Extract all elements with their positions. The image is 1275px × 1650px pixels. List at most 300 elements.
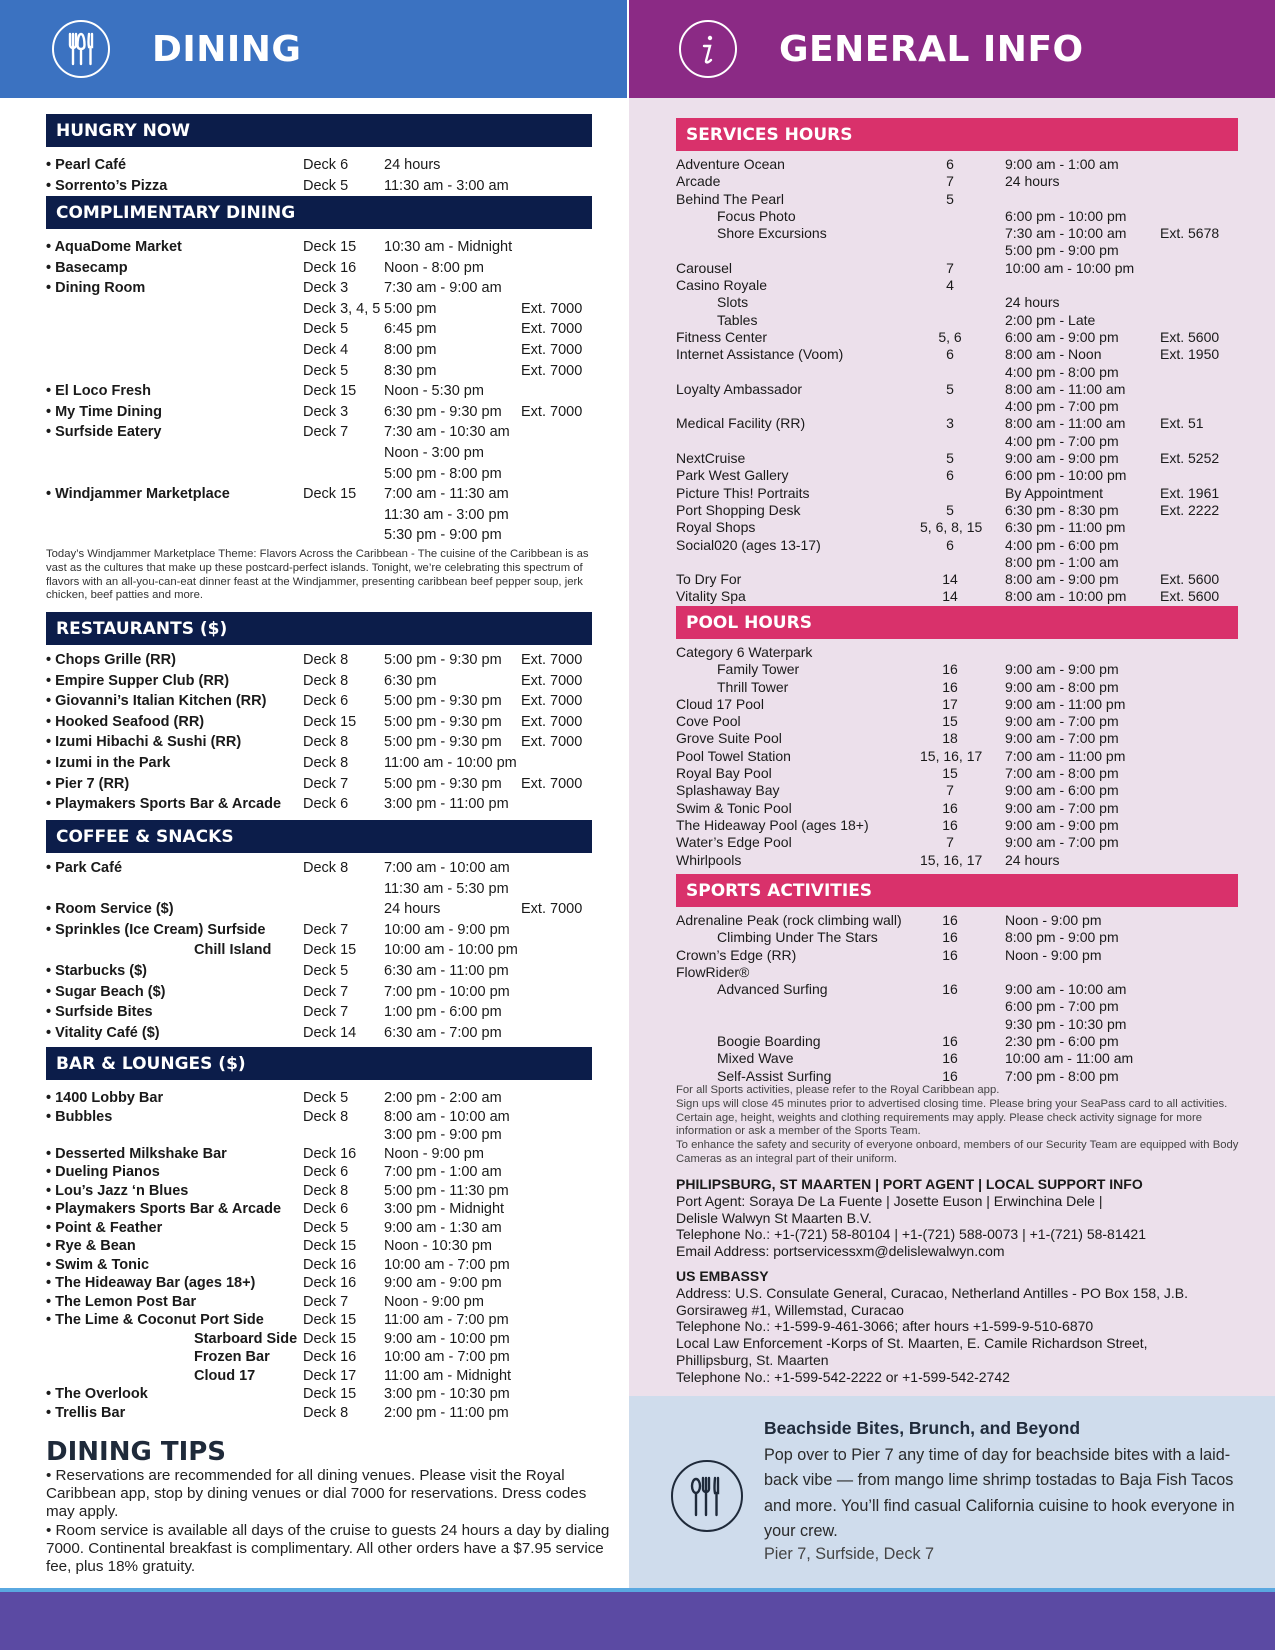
- promo-location: Pier 7, Surfside, Deck 7: [764, 1545, 935, 1563]
- schedule-hours: 6:00 pm - 7:00 pm: [1005, 998, 1119, 1015]
- schedule-name: Social020 (ages 13-17): [676, 536, 821, 553]
- venue-deck: Deck 8: [303, 734, 349, 751]
- venue-hours: 3:00 pm - 10:30 pm: [384, 1386, 510, 1402]
- venue-ext: Ext. 7000: [521, 362, 583, 379]
- sports-note: For all Sports activities, please refer to the Royal Caribbean app. Sign ups will close 45 minutes prior to advertised closing time. Please bring your SeaPass card to all activities. Certain age, height, weights and clothing requirements may apply. Please check activity signage for more information or ask a member of the Sports Team. To enhance the safety and security of everyone onboard, members of our Security Team are equipped with Body Cameras as an integral part of their uniform.: [676, 1084, 1239, 1165]
- schedule-deck: 7: [946, 834, 954, 851]
- schedule-name: Port Shopping Desk: [676, 501, 801, 518]
- embassy-line: Telephone No.: +1-599-542-2222 or +1-599-542-2742: [676, 1368, 1010, 1385]
- venue-hours: 3:00 pm - Midnight: [384, 1201, 505, 1217]
- schedule-deck: 6: [946, 536, 954, 553]
- schedule-deck: 6: [946, 156, 954, 172]
- section-bar-complimentary-dining: COMPLIMENTARY DINING: [46, 196, 592, 229]
- schedule-hours: 9:00 am - 8:00 pm: [1005, 678, 1119, 695]
- schedule-deck: 7: [946, 782, 954, 799]
- schedule-deck: 14: [942, 588, 958, 605]
- venue-deck: Deck 7: [303, 424, 349, 441]
- dining-tip: • Room service is available all days of the cruise to guests 24 hours a day by dialing 7000. Continental breakfast is complimentary. All other orders have a $7.95 service fee, plus 18% gratuity.: [46, 1521, 610, 1576]
- venue-venue: • Trellis Bar: [46, 1404, 126, 1421]
- venue-deck: Deck 7: [303, 1004, 349, 1021]
- venue-ext: Ext. 7000: [521, 693, 583, 710]
- venue-venue: • The Lemon Post Bar: [46, 1293, 197, 1310]
- port-agent-line: Port Agent: Soraya De La Fuente | Josette Euson | Erwinchina Dele |: [676, 1192, 1103, 1209]
- venue-hours: 10:00 am - 7:00 pm: [384, 1256, 510, 1273]
- venue-hours: 6:45 pm: [384, 321, 437, 338]
- schedule-hours: 2:30 pm - 6:00 pm: [1005, 1033, 1119, 1050]
- schedule-hours: 9:00 am - 7:00 pm: [1005, 730, 1119, 747]
- schedule-deck: 3: [946, 415, 954, 432]
- venue-hours: 9:00 am - 9:00 pm: [384, 1275, 502, 1291]
- venue-hours: 8:30 pm: [384, 362, 437, 379]
- venue-hours: 7:00 pm - 1:00 am: [384, 1164, 502, 1180]
- venue-venue: • Sorrento’s Pizza: [46, 177, 168, 194]
- venue-deck: Deck 15: [303, 383, 357, 400]
- venue-venue: • Playmakers Sports Bar & Arcade: [46, 1201, 282, 1217]
- venue-venue: • El Loco Fresh: [46, 383, 151, 400]
- schedule-hours: 9:00 am - 7:00 pm: [1005, 713, 1119, 730]
- schedule-hours: 9:00 am - 7:00 pm: [1005, 834, 1119, 851]
- dining-tip: • Reservations are recommended for all dining venues. Please visit the Royal Caribbean app, stop by dining venues or dial 7000 for reservations. Dress codes may apply.: [46, 1467, 587, 1521]
- schedule-hours: 9:00 am - 11:00 pm: [1005, 695, 1126, 712]
- venue-venue: • Chops Grille (RR): [46, 652, 176, 668]
- venue-hours: 24 hours: [384, 157, 441, 173]
- schedule-hours: 9:00 am - 9:00 pm: [1005, 450, 1119, 467]
- venue-hours: 24 hours: [384, 901, 441, 918]
- schedule-hours: 8:00 am - 11:00 am: [1005, 380, 1126, 397]
- schedule-hours: 8:00 am - 11:00 am: [1005, 415, 1126, 432]
- schedule-name: Swim & Tonic Pool: [676, 799, 792, 816]
- venue-venue: • Swim & Tonic: [46, 1256, 150, 1273]
- schedule-deck: 4: [946, 277, 954, 294]
- venue-ext: Ext. 7000: [521, 672, 583, 689]
- schedule-ext: Ext. 1950: [1160, 346, 1220, 363]
- venue-hours: 5:00 pm - 11:30 pm: [384, 1182, 509, 1199]
- venue-hours: 6:30 am - 11:00 pm: [384, 962, 509, 979]
- schedule-name: Advanced Surfing: [717, 981, 828, 998]
- schedule-name: Mixed Wave: [717, 1050, 794, 1067]
- schedule-name: Climbing Under The Stars: [717, 929, 878, 946]
- venue-deck: Deck 15: [303, 1312, 357, 1328]
- venue-deck: Deck 5: [303, 177, 349, 194]
- venue-deck: Deck 8: [303, 754, 349, 771]
- schedule-deck: 14: [942, 571, 958, 588]
- schedule-name: Royal Bay Pool: [676, 765, 772, 782]
- venue-venue: Cloud 17: [194, 1367, 256, 1384]
- venue-hours: Noon - 5:30 pm: [384, 383, 484, 400]
- venue-hours: Noon - 9:00 pm: [384, 1145, 484, 1162]
- schedule-hours: 9:00 am - 10:00 am: [1005, 981, 1127, 998]
- venue-hours: 10:00 am - 7:00 pm: [384, 1349, 510, 1365]
- schedule-deck: 16: [942, 981, 958, 998]
- schedule-name: Park West Gallery: [676, 467, 789, 484]
- venue-deck: Deck 8: [303, 1108, 349, 1125]
- venue-deck: Deck 15: [303, 239, 357, 255]
- venue-hours: 7:30 am - 10:30 am: [384, 424, 510, 441]
- venue-venue: • 1400 Lobby Bar: [46, 1090, 164, 1106]
- schedule-deck: 6: [946, 467, 954, 484]
- schedule-hours: Noon - 9:00 pm: [1005, 912, 1102, 928]
- schedule-deck: 16: [942, 912, 958, 928]
- venue-hours: 3:00 pm - 9:00 pm: [384, 1127, 502, 1143]
- venue-venue: • Surfside Bites: [46, 1004, 153, 1021]
- general-info-title: GENERAL INFO: [779, 28, 1084, 70]
- schedule-hours: 8:00 pm - 1:00 am: [1005, 553, 1119, 570]
- venue-ext: Ext. 7000: [521, 713, 583, 730]
- schedule-hours: 9:00 am - 7:00 pm: [1005, 799, 1119, 816]
- schedule-name: Shore Excursions: [717, 225, 827, 242]
- venue-deck: Deck 7: [303, 1293, 349, 1310]
- venue-venue: • Playmakers Sports Bar & Arcade: [46, 796, 282, 813]
- venue-deck: Deck 6: [303, 1201, 349, 1217]
- schedule-name: Behind The Pearl: [676, 190, 784, 207]
- section-bar-services-hours: SERVICES HOURS: [676, 118, 1238, 151]
- schedule-name: Whirlpools: [676, 851, 742, 868]
- schedule-hours: 24 hours: [1005, 294, 1060, 311]
- schedule-deck: 16: [942, 661, 958, 678]
- schedule-hours: 2:00 pm - Late: [1005, 311, 1096, 328]
- schedule-deck: 5: [946, 190, 954, 207]
- schedule-name: Medical Facility (RR): [676, 415, 806, 432]
- schedule-name: Splashaway Bay: [676, 782, 780, 799]
- section-bar-coffee-snacks: COFFEE & SNACKS: [46, 820, 592, 853]
- section-bar-restaurants: RESTAURANTS ($): [46, 612, 592, 645]
- venue-hours: 5:00 pm - 9:30 pm: [384, 713, 502, 730]
- schedule-name: Pool Towel Station: [676, 747, 791, 764]
- venue-deck: Deck 16: [303, 1145, 357, 1162]
- venue-deck: Deck 5: [303, 962, 349, 979]
- schedule-hours: 6:00 pm - 10:00 pm: [1005, 207, 1127, 224]
- venue-venue: • Vitality Café ($): [46, 1024, 160, 1041]
- utensils-icon: [52, 20, 110, 78]
- embassy-line: Gorsiraweg #1, Willemstad, Curacao: [676, 1301, 904, 1318]
- venue-deck: Deck 15: [303, 1330, 357, 1347]
- venue-venue: • The Hideaway Bar (ages 18+): [46, 1275, 256, 1291]
- schedule-hours: 8:00 pm - 9:00 pm: [1005, 929, 1119, 946]
- venue-deck: Deck 15: [303, 1238, 357, 1254]
- venue-hours: 7:00 am - 11:30 am: [384, 486, 509, 503]
- schedule-deck: 15, 16, 17: [920, 747, 983, 764]
- schedule-name: Vitality Spa: [676, 588, 746, 605]
- schedule-hours: 6:30 pm - 11:00 pm: [1005, 519, 1126, 536]
- venue-deck: Deck 8: [303, 672, 349, 689]
- schedule-hours: 9:00 am - 9:00 pm: [1005, 816, 1119, 833]
- venue-deck: Deck 16: [303, 1256, 357, 1273]
- schedule-hours: 8:00 am - Noon: [1005, 346, 1102, 363]
- venue-deck: Deck 7: [303, 775, 349, 792]
- venue-deck: Deck 5: [303, 1090, 349, 1106]
- venue-deck: Deck 15: [303, 713, 357, 730]
- schedule-hours: 4:00 pm - 8:00 pm: [1005, 363, 1119, 380]
- venue-deck: Deck 4: [303, 341, 349, 358]
- venue-hours: Noon - 10:30 pm: [384, 1238, 493, 1254]
- schedule-deck: 16: [942, 799, 958, 816]
- schedule-hours: 9:30 pm - 10:30 pm: [1005, 1015, 1127, 1032]
- venue-deck: Deck 15: [303, 942, 357, 959]
- schedule-deck: 16: [942, 1050, 958, 1067]
- schedule-deck: 18: [942, 730, 958, 747]
- venue-deck: Deck 8: [303, 860, 349, 876]
- fork-knife-spoon-icon: [671, 1460, 743, 1532]
- schedule-deck: 16: [942, 929, 958, 946]
- venue-ext: Ext. 7000: [521, 652, 583, 668]
- venue-deck: Deck 8: [303, 1182, 349, 1199]
- schedule-ext: Ext. 5252: [1160, 450, 1220, 467]
- venue-hours: Noon - 3:00 pm: [384, 444, 484, 461]
- dining-title: DINING: [152, 28, 302, 70]
- venue-deck: Deck 6: [303, 1164, 349, 1180]
- schedule-name: Carousel: [676, 259, 733, 276]
- schedule-ext: Ext. 5600: [1160, 588, 1220, 605]
- schedule-name: Slots: [717, 294, 749, 311]
- schedule-name: Self-Assist Surfing: [717, 1067, 832, 1084]
- schedule-hours: 24 hours: [1005, 851, 1060, 868]
- embassy-line: Phillipsburg, St. Maarten: [676, 1351, 829, 1368]
- schedule-hours: 5:00 pm - 9:00 pm: [1005, 242, 1119, 259]
- venue-venue: • Dueling Pianos: [46, 1164, 160, 1180]
- schedule-name: Tables: [717, 311, 758, 328]
- promo-box: [629, 1396, 1275, 1588]
- schedule-hours: 24 hours: [1005, 173, 1060, 190]
- venue-venue: • Desserted Milkshake Bar: [46, 1145, 227, 1162]
- venue-hours: 10:00 am - 9:00 pm: [384, 921, 510, 938]
- schedule-deck: 5: [946, 450, 954, 467]
- venue-hours: 1:00 pm - 6:00 pm: [384, 1004, 502, 1021]
- schedule-deck: 7: [946, 259, 954, 276]
- schedule-ext: Ext. 5600: [1160, 328, 1220, 345]
- schedule-deck: 5, 6, 8, 15: [920, 519, 983, 536]
- schedule-ext: Ext. 51: [1160, 415, 1204, 432]
- venue-ext: Ext. 7000: [521, 734, 583, 751]
- venue-hours: 5:00 pm - 9:30 pm: [384, 693, 502, 710]
- dining-header: [0, 0, 627, 98]
- venue-hours: 5:00 pm - 9:30 pm: [384, 652, 502, 668]
- schedule-hours: 10:00 am - 11:00 am: [1005, 1050, 1134, 1067]
- schedule-hours: 7:30 am - 10:00 am: [1005, 225, 1127, 242]
- venue-venue: • Pearl Café: [46, 157, 127, 173]
- venue-ext: Ext. 7000: [521, 300, 583, 317]
- embassy-line: Telephone No.: +1-599-9-461-3066; after hours +1-599-9-510-6870: [676, 1318, 1094, 1335]
- schedule-deck: 5, 6: [938, 328, 962, 345]
- venue-deck: Deck 6: [303, 693, 349, 710]
- schedule-hours: 7:00 am - 8:00 pm: [1005, 765, 1119, 782]
- schedule-deck: 5: [946, 501, 954, 518]
- venue-hours: 7:00 pm - 10:00 pm: [384, 983, 510, 1000]
- venue-hours: 7:30 am - 9:00 am: [384, 280, 502, 297]
- schedule-name: Water’s Edge Pool: [676, 834, 792, 851]
- venue-hours: Noon - 8:00 pm: [384, 259, 484, 276]
- section-bar-bar-lounges: BAR & LOUNGES ($): [46, 1047, 592, 1080]
- venue-hours: Noon - 9:00 pm: [384, 1293, 484, 1310]
- venue-venue: • Room Service ($): [46, 901, 174, 918]
- dining-tips: [46, 1467, 614, 1576]
- venue-venue: • Starbucks ($): [46, 962, 147, 979]
- schedule-hours: 10:00 am - 10:00 pm: [1005, 259, 1135, 276]
- schedule-deck: 16: [942, 816, 958, 833]
- venue-hours: 11:30 am - 5:30 pm: [384, 880, 509, 897]
- schedule-name: Arcade: [676, 173, 721, 190]
- schedule-name: Internet Assistance (Voom): [676, 346, 844, 363]
- schedule-hours: 9:00 am - 6:00 pm: [1005, 782, 1119, 799]
- schedule-deck: 16: [942, 1033, 958, 1050]
- schedule-deck: 15: [942, 713, 958, 730]
- schedule-name: Adrenaline Peak (rock climbing wall): [676, 912, 902, 928]
- venue-deck: Deck 14: [303, 1024, 357, 1041]
- venue-ext: Ext. 7000: [521, 901, 583, 918]
- schedule-name: Cove Pool: [676, 713, 741, 730]
- venue-hours: 11:00 am - Midnight: [384, 1367, 512, 1384]
- venue-hours: 11:30 am - 3:00 pm: [384, 506, 509, 523]
- schedule-hours: 8:00 am - 9:00 pm: [1005, 571, 1119, 588]
- venue-deck: Deck 6: [303, 796, 349, 813]
- schedule-deck: 17: [942, 695, 958, 712]
- schedule-name: Royal Shops: [676, 519, 756, 536]
- us-embassy-info: [676, 1268, 1236, 1386]
- schedule-name: Focus Photo: [717, 207, 796, 224]
- promo-body: Pop over to Pier 7 any time of day for beachside bites with a laid-back vibe — from mango lime shrimp tostadas to Baja Fish Tacos and more. You’ll find casual California cuisine to hook everyone in your crew.: [764, 1446, 1235, 1541]
- venue-hours: 7:00 am - 10:00 am: [384, 860, 510, 876]
- schedule-hours: 4:00 pm - 7:00 pm: [1005, 398, 1119, 415]
- info-icon: [679, 20, 737, 78]
- venue-venue: Starboard Side: [194, 1330, 298, 1347]
- venue-deck: Deck 3: [303, 280, 349, 297]
- schedule-hours: 8:00 am - 10:00 pm: [1005, 588, 1127, 605]
- venue-ext: Ext. 7000: [521, 341, 583, 358]
- venue-venue: • The Lime & Coconut Port Side: [46, 1312, 264, 1328]
- venue-deck: Deck 5: [303, 362, 349, 379]
- schedule-name: NextCruise: [676, 450, 746, 467]
- venue-venue: • Pier 7 (RR): [46, 775, 130, 792]
- venue-hours: 5:00 pm - 9:30 pm: [384, 775, 502, 792]
- venue-venue: • Hooked Seafood (RR): [46, 713, 205, 730]
- footer-band: [0, 1592, 1275, 1650]
- venue-hours: 6:30 am - 7:00 pm: [384, 1024, 502, 1041]
- schedule-hours: 6:30 pm - 8:30 pm: [1005, 501, 1119, 518]
- venue-hours: 8:00 am - 10:00 am: [384, 1108, 510, 1125]
- schedule-deck: 16: [942, 678, 958, 695]
- schedule-name: Grove Suite Pool: [676, 730, 782, 747]
- venue-hours: 2:00 pm - 2:00 am: [384, 1090, 502, 1106]
- venue-hours: 10:00 am - 10:00 pm: [384, 942, 518, 959]
- schedule-hours: 9:00 am - 9:00 pm: [1005, 661, 1119, 678]
- schedule-name: Thrill Tower: [717, 678, 789, 695]
- schedule-hours: By Appointment: [1005, 484, 1104, 501]
- port-agent-phone: Telephone No.: +1-(721) 58-80104 | +1-(721) 588-0073 | +1-(721) 58-81421: [676, 1226, 1146, 1243]
- venue-venue: Frozen Bar: [194, 1349, 270, 1365]
- schedule-hours: 6:00 am - 9:00 pm: [1005, 328, 1119, 345]
- venue-hours: 5:00 pm - 8:00 pm: [384, 465, 502, 482]
- venue-deck: Deck 16: [303, 259, 357, 276]
- venue-deck: Deck 15: [303, 486, 357, 503]
- venue-hours: 3:00 pm - 11:00 pm: [384, 796, 509, 813]
- venue-hours: 5:00 pm: [384, 300, 437, 317]
- port-agent-title: PHILIPSBURG, ST MAARTEN | PORT AGENT | LOCAL SUPPORT INFO: [676, 1176, 1143, 1192]
- schedule-name: To Dry For: [676, 571, 742, 588]
- section-bar-pool-hours: POOL HOURS: [676, 606, 1238, 639]
- venue-venue: • Sugar Beach ($): [46, 983, 166, 1000]
- port-agent-line: Delisle Walwyn St Maarten B.V.: [676, 1209, 872, 1226]
- venue-venue: • Empire Supper Club (RR): [46, 672, 230, 689]
- promo-title: Beachside Bites, Brunch, and Beyond: [764, 1418, 1081, 1438]
- venue-hours: 11:00 am - 7:00 pm: [384, 1312, 509, 1328]
- schedule-name: Loyalty Ambassador: [676, 380, 803, 397]
- venue-deck: Deck 17: [303, 1367, 357, 1384]
- venue-deck: Deck 15: [303, 1386, 357, 1402]
- venue-venue: • Izumi in the Park: [46, 754, 171, 771]
- venue-venue: • Point & Feather: [46, 1219, 163, 1236]
- schedule-hours: 7:00 am - 11:00 pm: [1005, 747, 1126, 764]
- venue-deck: Deck 5: [303, 1219, 349, 1236]
- venue-deck: Deck 8: [303, 652, 349, 668]
- venue-deck: Deck 3: [303, 403, 349, 420]
- venue-venue: Chill Island: [194, 942, 272, 959]
- venue-venue: • Surfside Eatery: [46, 424, 162, 441]
- schedule-name: Fitness Center: [676, 328, 768, 345]
- schedule-name: Cloud 17 Pool: [676, 695, 764, 712]
- venue-deck: Deck 16: [303, 1275, 357, 1291]
- schedule-name: Picture This! Portraits: [676, 484, 810, 501]
- windjammer-theme-note: Today’s Windjammer Marketplace Theme: Flavors Across the Caribbean - The cuisine of the Caribbean is as vast as the cultures that make up these postcard-perfect islands. Tonight, we’re celebrating this spectrum of flavors with an all-you-can-eat dinner feast at the Windjammer, presenting caribbean beef pepper soup, jerk chicken, beef patties and more.: [46, 548, 589, 602]
- venue-hours: 11:00 am - 10:00 pm: [384, 754, 517, 771]
- venue-deck: Deck 5: [303, 321, 349, 338]
- general-info-header: [629, 0, 1275, 98]
- schedule-deck: 6: [946, 346, 954, 363]
- venue-hours: 6:30 pm: [384, 672, 437, 689]
- venue-deck: Deck 6: [303, 157, 349, 173]
- schedule-ext: Ext. 5600: [1160, 571, 1220, 588]
- us-embassy-title: US EMBASSY: [676, 1268, 769, 1284]
- venue-hours: 2:00 pm - 11:00 pm: [384, 1404, 509, 1421]
- schedule-hours: 4:00 pm - 6:00 pm: [1005, 536, 1119, 553]
- venue-venue: • Izumi Hibachi & Sushi (RR): [46, 734, 242, 751]
- venue-hours: 9:00 am - 10:00 pm: [384, 1330, 510, 1347]
- venue-ext: Ext. 7000: [521, 403, 583, 420]
- venue-hours: 10:30 am - Midnight: [384, 239, 513, 255]
- schedule-hours: 6:00 pm - 10:00 pm: [1005, 467, 1127, 484]
- venue-hours: 8:00 pm: [384, 341, 437, 358]
- section-bar-sports-activities: SPORTS ACTIVITIES: [676, 874, 1238, 907]
- venue-venue: • AquaDome Market: [46, 239, 182, 255]
- schedule-ext: Ext. 2222: [1160, 501, 1220, 518]
- venue-deck: Deck 7: [303, 983, 349, 1000]
- venue-hours: 9:00 am - 1:30 am: [384, 1219, 502, 1236]
- venue-venue: • Basecamp: [46, 259, 128, 276]
- venue-hours: 5:30 pm - 9:00 pm: [384, 527, 502, 544]
- schedule-deck: 15: [942, 765, 958, 782]
- venue-venue: • My Time Dining: [46, 403, 162, 420]
- venue-venue: • Giovanni’s Italian Kitchen (RR): [46, 693, 267, 710]
- schedule-ext: Ext. 1961: [1160, 484, 1220, 501]
- venue-venue: • The Overlook: [46, 1386, 148, 1402]
- schedule-name: Boogie Boarding: [717, 1033, 821, 1050]
- venue-hours: 11:30 am - 3:00 am: [384, 177, 509, 194]
- venue-hours: 6:30 pm - 9:30 pm: [384, 403, 502, 420]
- venue-deck: Deck 3, 4, 5: [303, 300, 381, 317]
- section-bar-hungry-now: HUNGRY NOW: [46, 114, 592, 147]
- schedule-deck: 15, 16, 17: [920, 851, 983, 868]
- venue-ext: Ext. 7000: [521, 775, 583, 792]
- port-agent-email: Email Address: portservicessxm@delislewalwyn.com: [676, 1243, 1005, 1260]
- schedule-name: The Hideaway Pool (ages 18+): [676, 816, 869, 833]
- schedule-deck: 5: [946, 380, 954, 397]
- schedule-name: Family Tower: [717, 661, 800, 678]
- schedule-name: Crown’s Edge (RR): [676, 946, 797, 963]
- schedule-name: FlowRider®: [676, 963, 750, 980]
- venue-venue: • Sprinkles (Ice Cream) Surfside: [46, 921, 266, 938]
- schedule-hours: 9:00 am - 1:00 am: [1005, 156, 1119, 172]
- venue-hours: 5:00 pm - 9:30 pm: [384, 734, 502, 751]
- port-agent-info: [676, 1176, 1236, 1260]
- venue-venue: • Dining Room: [46, 280, 146, 297]
